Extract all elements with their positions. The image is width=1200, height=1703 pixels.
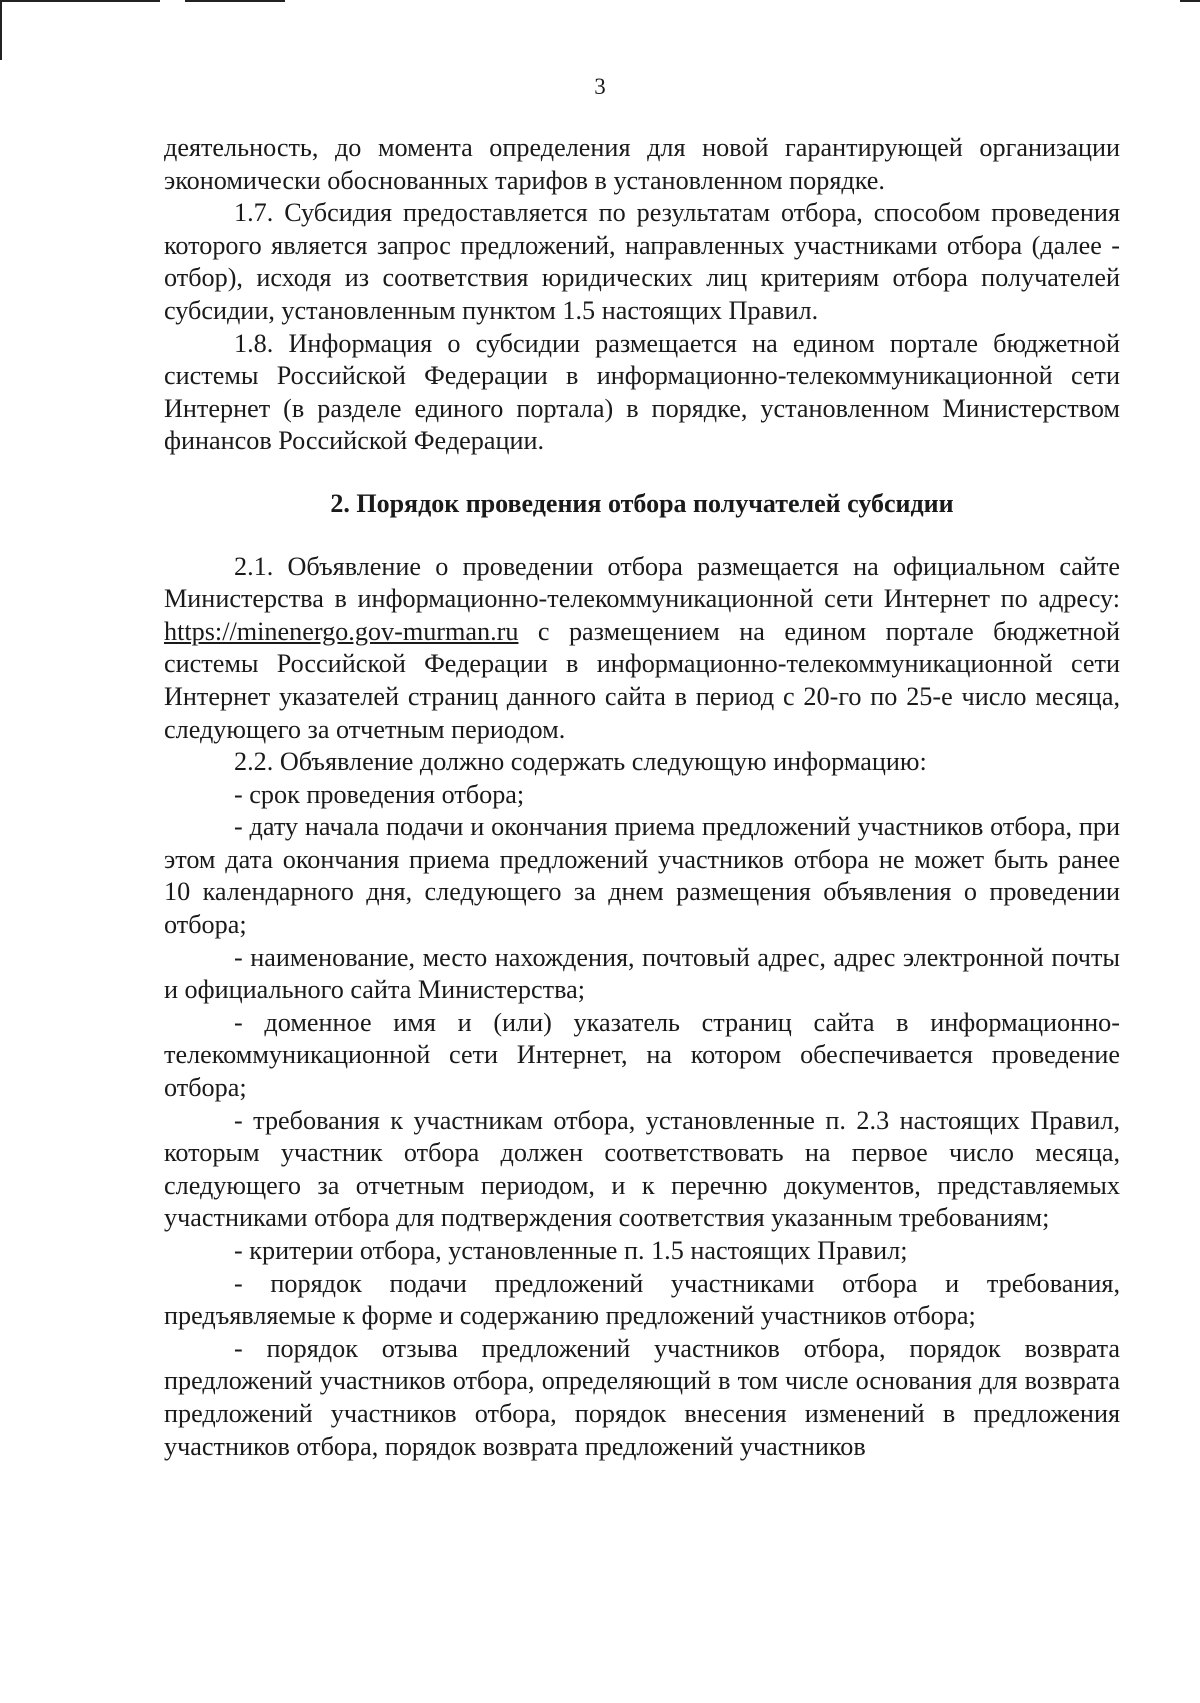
list-item: - критерии отбора, установленные п. 1.5 настоящих Правил; xyxy=(234,1236,908,1265)
list-item: - наименование, место нахождения, почтовый адрес, адрес электронной почты и официального сайта Министерства; xyxy=(164,942,1120,1005)
scan-artifact-mark xyxy=(1180,0,1200,2)
list-item: - срок проведения отбора; xyxy=(234,779,525,809)
paragraph-1-8: 1.8. Информация о субсидии размещается на едином портале бюджетной системы Российской Федерации в информационно-телекоммуникационной сети Интернет (в разделе единого портала) в порядке, установленном Министерством финансов Российской Федерации. xyxy=(164,328,1120,456)
scan-artifact-edge xyxy=(0,0,2,60)
paragraph-2-1-text: 2.1. Объявление о проведении отбора размещается на официальном сайте Министерства в информационно-телекоммуникационной сети Интернет по адресу: xyxy=(164,551,1120,614)
document-body xyxy=(164,132,1120,1463)
scan-artifact-line xyxy=(185,0,285,2)
list-item: - требования к участникам отбора, установленные п. 2.3 настоящих Правил, которым участник отбора должен соответствовать на первое число месяца, следующего за отчетным периодом, и к перечню документов, представляемых участниками отбора для подтверждения соответствия указанным требованиям; xyxy=(164,1105,1120,1233)
section-heading: 2. Порядок проведения отбора получателей субсидии xyxy=(330,488,954,518)
list-item: - порядок подачи предложений участниками отбора и требования, предъявляемые к форме и содержанию предложений участников отбора; xyxy=(164,1268,1120,1331)
scan-artifact-line xyxy=(0,0,160,2)
list-item: - порядок отзыва предложений участников отбора, порядок возврата предложений участников отбора, определяющий в том числе основания для возврата предложений участников отбора, порядок внесения изменений в предложения участников отбора, порядок возврата предложений участников xyxy=(164,1333,1120,1461)
ministry-website-link[interactable]: https://minenergo.gov-murman.ru xyxy=(164,616,519,646)
paragraph-2-1-text-end: с размещением на едином портале бюджетной системы Российской Федерации в информационно-телекоммуникационной сети Интернет указателей страниц данного сайта в период с 20-го по 25-е число месяца, следующего за отчетным периодом. xyxy=(164,616,1120,744)
page-number: 3 xyxy=(594,74,606,99)
list-item: - доменное имя и (или) указатель страниц сайта в информационно-телекоммуникационной сети Интернет, на котором обеспечивается проведение отбора; xyxy=(164,1007,1120,1103)
paragraph-2-2: 2.2. Объявление должно содержать следующую информацию: xyxy=(234,747,927,777)
list-item: - дату начала подачи и окончания приема предложений участников отбора, при этом дата окончания приема предложений участников отбора не может быть ранее 10 календарного дня, следующего за днем размещения объявления о проведении отбора; xyxy=(164,812,1120,940)
paragraph: деятельность, до момента определения для новой гарантирующей организации экономически обоснованных тарифов в установленном порядке. xyxy=(164,133,1120,195)
paragraph-1-7: 1.7. Субсидия предоставляется по результатам отбора, способом проведения которого является запрос предложений, направленных участниками отбора (далее - отбор), исходя из соответствия юридических лиц критериям отбора получателей субсидии, установленным пунктом 1.5 настоящих Правил. xyxy=(164,198,1120,325)
paragraph-2-1 xyxy=(164,551,1120,747)
